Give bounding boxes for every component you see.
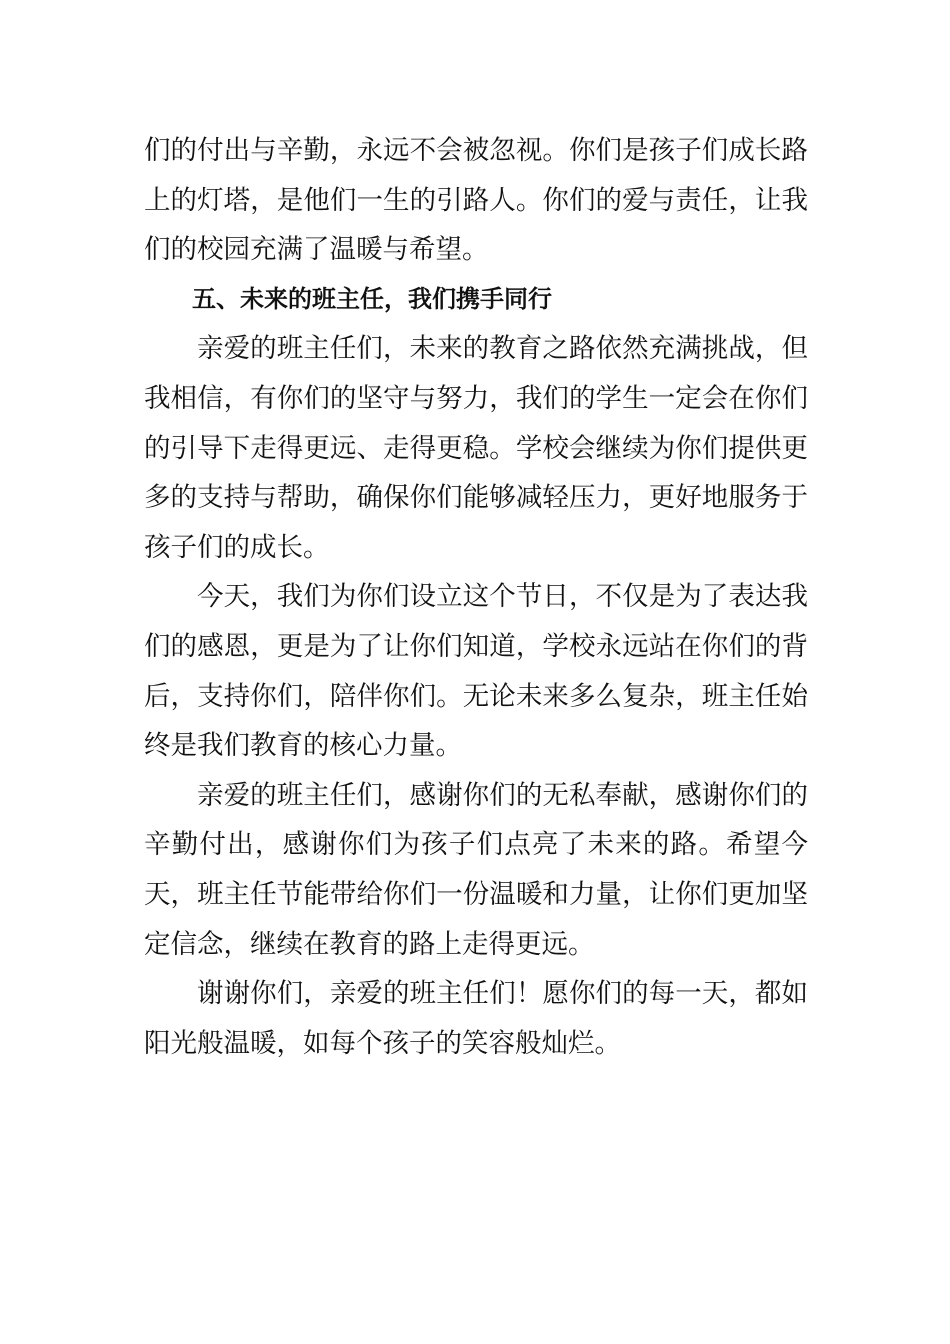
- body-paragraph: 今天，我们为你们设立这个节日，不仅是为了表达我们的感恩，更是为了让你们知道，学校永远站在你们的背后，支持你们，陪伴你们。无论未来多么复杂，班主任始终是我们教育的核心力量。: [144, 581, 808, 762]
- body-paragraph: 亲爱的班主任们，未来的教育之路依然充满挑战，但我相信，有你们的坚守与努力，我们的学生一定会在你们的引导下走得更远、走得更稳。学校会继续为你们提供更多的支持与帮助，确保你们能够减轻压力，更好地服务于孩子们的成长。: [144, 333, 808, 563]
- continuation-paragraph: 们的付出与辛勤，永远不会被忽视。你们是孩子们成长路上的灯塔，是他们一生的引路人。你们的爱与责任，让我们的校园充满了温暖与希望。: [144, 135, 808, 266]
- document-body: [144, 126, 808, 1068]
- body-paragraph: 亲爱的班主任们，感谢你们的无私奉献，感谢你们的辛勤付出，感谢你们为孩子们点亮了未来的路。希望今天，班主任节能带给你们一份温暖和力量，让你们更加坚定信念，继续在教育的路上走得更远。: [144, 779, 808, 960]
- body-paragraph: 谢谢你们，亲爱的班主任们！愿你们的每一天，都如阳光般温暖，如每个孩子的笑容般灿烂。: [144, 978, 808, 1059]
- section-heading: 五、未来的班主任，我们携手同行: [192, 284, 552, 313]
